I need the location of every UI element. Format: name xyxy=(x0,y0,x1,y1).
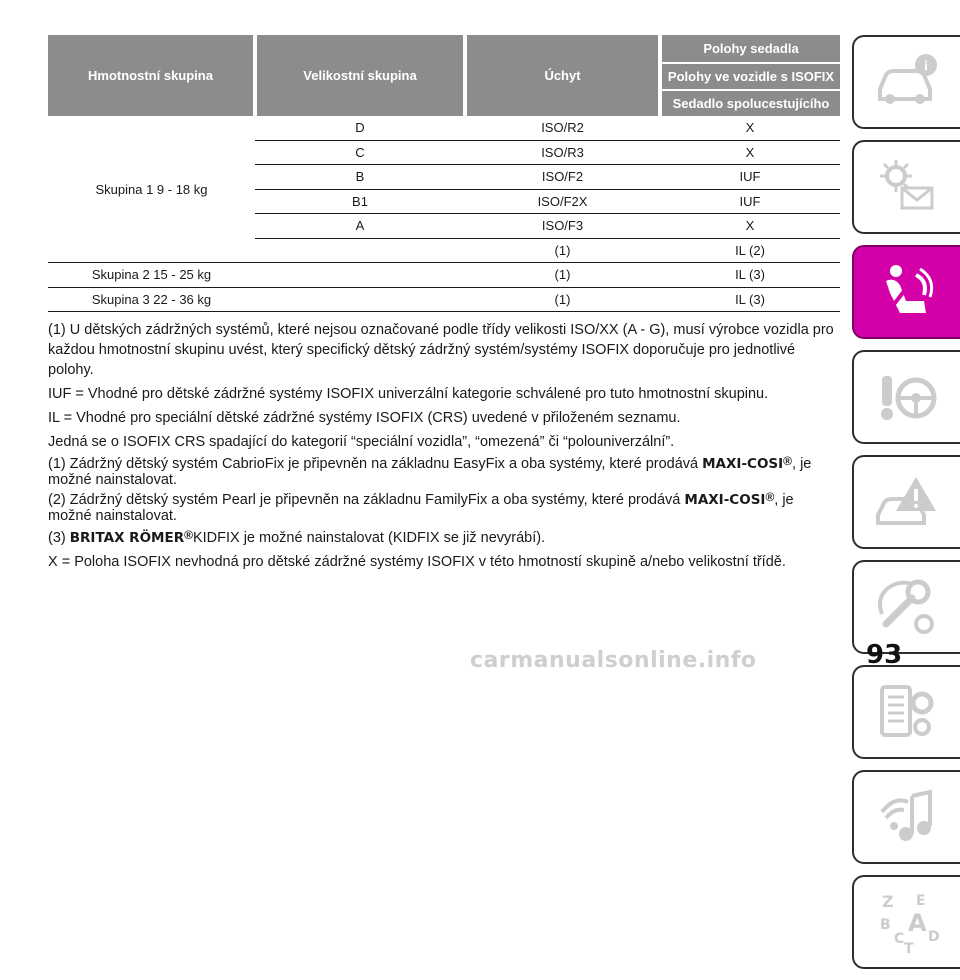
emergency-icon xyxy=(872,467,942,537)
note-kidfix-text: KIDFIX je možné nainstalovat (KIDFIX se již nevyrábí). xyxy=(192,530,546,546)
table-row xyxy=(48,287,840,312)
tab-seat-safety[interactable] xyxy=(852,245,960,339)
car-info-icon xyxy=(872,47,942,117)
size-cell xyxy=(255,238,465,263)
technical-data-icon xyxy=(872,677,942,747)
multimedia-icon xyxy=(872,782,942,852)
registered-mark: ® xyxy=(765,490,775,504)
tab-technical-data[interactable] xyxy=(852,665,960,759)
svg-text:A: A xyxy=(908,909,927,937)
notes xyxy=(48,320,840,572)
registered-mark: ® xyxy=(184,528,193,542)
note-iuf: IUF = Vhodné pro dětské zádržné systémy ISOFIX univerzální kategorie schválené pro tuto hmotnostní skupinu. xyxy=(48,386,769,402)
note-il: IL = Vhodné pro speciální dětské zádržné systémy ISOFIX (CRS) uvedené v přiloženém seznamu. xyxy=(48,410,681,426)
brand-maxi-cosi: MAXI-COSI xyxy=(684,492,766,508)
svg-text:C: C xyxy=(894,931,905,947)
fixture-cell: (1) xyxy=(465,238,660,263)
maintenance-icon xyxy=(872,572,942,642)
seat-cell: IL (2) xyxy=(660,238,840,263)
fixture-cell: ISO/F2X xyxy=(465,189,660,214)
brand-maxi-cosi: MAXI-COSI xyxy=(702,456,784,472)
header-fixture: Úchyt xyxy=(465,35,660,116)
seat-cell: IUF xyxy=(660,189,840,214)
header-isofix-positions: Polohy ve vozidle s ISOFIX xyxy=(660,63,840,90)
starting-driving-icon xyxy=(872,362,942,432)
svg-text:D: D xyxy=(928,929,940,945)
chapter-tabs xyxy=(852,35,960,980)
svg-text:B: B xyxy=(880,917,891,933)
header-positions: Polohy sedadla xyxy=(660,35,840,63)
weight-group-cell: Skupina 2 15 - 25 kg xyxy=(48,263,255,288)
seat-cell: IL (3) xyxy=(660,263,840,288)
fixture-cell: ISO/R3 xyxy=(465,140,660,165)
note-pearl-text: (2) Zádržný dětský systém Pearl je připevněn na základnu FamilyFix a oba systémy, které prodává xyxy=(48,492,685,508)
size-cell xyxy=(255,287,465,312)
tab-multimedia[interactable] xyxy=(852,770,960,864)
fixture-cell: ISO/R2 xyxy=(465,116,660,140)
page-content xyxy=(48,35,840,576)
tab-car-info[interactable] xyxy=(852,35,960,129)
svg-text:Z: Z xyxy=(882,892,894,911)
tab-dashboard-lights[interactable] xyxy=(852,140,960,234)
note-cabriofix-end: , je možné nainstalovat. xyxy=(48,456,812,488)
header-passenger-seat: Sedadlo spolucestujícího xyxy=(660,90,840,116)
header-size-group: Velikostní skupina xyxy=(255,35,465,116)
size-cell: A xyxy=(255,214,465,239)
seat-cell: IUF xyxy=(660,165,840,190)
isofix-table xyxy=(48,35,840,312)
fixture-cell: (1) xyxy=(465,263,660,288)
tab-index[interactable] xyxy=(852,875,960,969)
seat-cell: X xyxy=(660,140,840,165)
registered-mark: ® xyxy=(783,454,793,468)
dashboard-lights-icon xyxy=(872,152,942,222)
note-pearl xyxy=(48,492,840,524)
weight-group-cell: Skupina 1 9 - 18 kg xyxy=(48,116,255,263)
svg-text:i: i xyxy=(924,59,928,74)
note-pearl-end: , je možné nainstalovat. xyxy=(48,492,794,524)
fixture-cell: ISO/F2 xyxy=(465,165,660,190)
svg-text:T: T xyxy=(904,941,914,957)
page-number: 93 xyxy=(866,640,903,670)
svg-text:E: E xyxy=(916,893,926,909)
tab-emergency[interactable] xyxy=(852,455,960,549)
tab-starting-driving[interactable] xyxy=(852,350,960,444)
fixture-cell: ISO/F3 xyxy=(465,214,660,239)
seat-cell: X xyxy=(660,214,840,239)
size-cell: B xyxy=(255,165,465,190)
table-row xyxy=(48,263,840,288)
note-kidfix xyxy=(48,528,840,548)
note-1: (1) U dětských zádržných systémů, které nejsou označované podle třídy velikosti ISO/XX (A - G), musí výrobce vozidla pro každou hmotnostní skupinu uvést, který specifický dětský zádržný systém/systémy ISOFIX doporučuje pro jednotlivé polohy. xyxy=(48,322,834,378)
size-cell: D xyxy=(255,116,465,140)
note-cabriofix-text: (1) Zádržný dětský systém CabrioFix je připevněn na základnu EasyFix a oba systémy, které prodává xyxy=(48,456,703,472)
size-cell: B1 xyxy=(255,189,465,214)
index-icon xyxy=(872,887,942,957)
fixture-cell: (1) xyxy=(465,287,660,312)
note-kidfix-num: (3) xyxy=(48,530,70,546)
note-categories: Jedná se o ISOFIX CRS spadající do kategorií “speciální vozidla”, “omezená” či “polouniverzální”. xyxy=(48,434,675,450)
header-weight-group: Hmotnostní skupina xyxy=(48,35,255,116)
brand-britax-romer: BRITAX RÖMER xyxy=(69,530,185,546)
table-row xyxy=(48,116,840,140)
note-x: X = Poloha ISOFIX nevhodná pro dětské zádržné systémy ISOFIX v této hmotností skupině a/nebo velikostní třídě. xyxy=(48,554,786,570)
seat-cell: IL (3) xyxy=(660,287,840,312)
watermark: carmanualsonline.info xyxy=(470,648,757,673)
size-cell: C xyxy=(255,140,465,165)
weight-group-cell: Skupina 3 22 - 36 kg xyxy=(48,287,255,312)
size-cell xyxy=(255,263,465,288)
note-cabriofix xyxy=(48,456,840,488)
seat-cell: X xyxy=(660,116,840,140)
seat-safety-icon xyxy=(872,257,942,327)
